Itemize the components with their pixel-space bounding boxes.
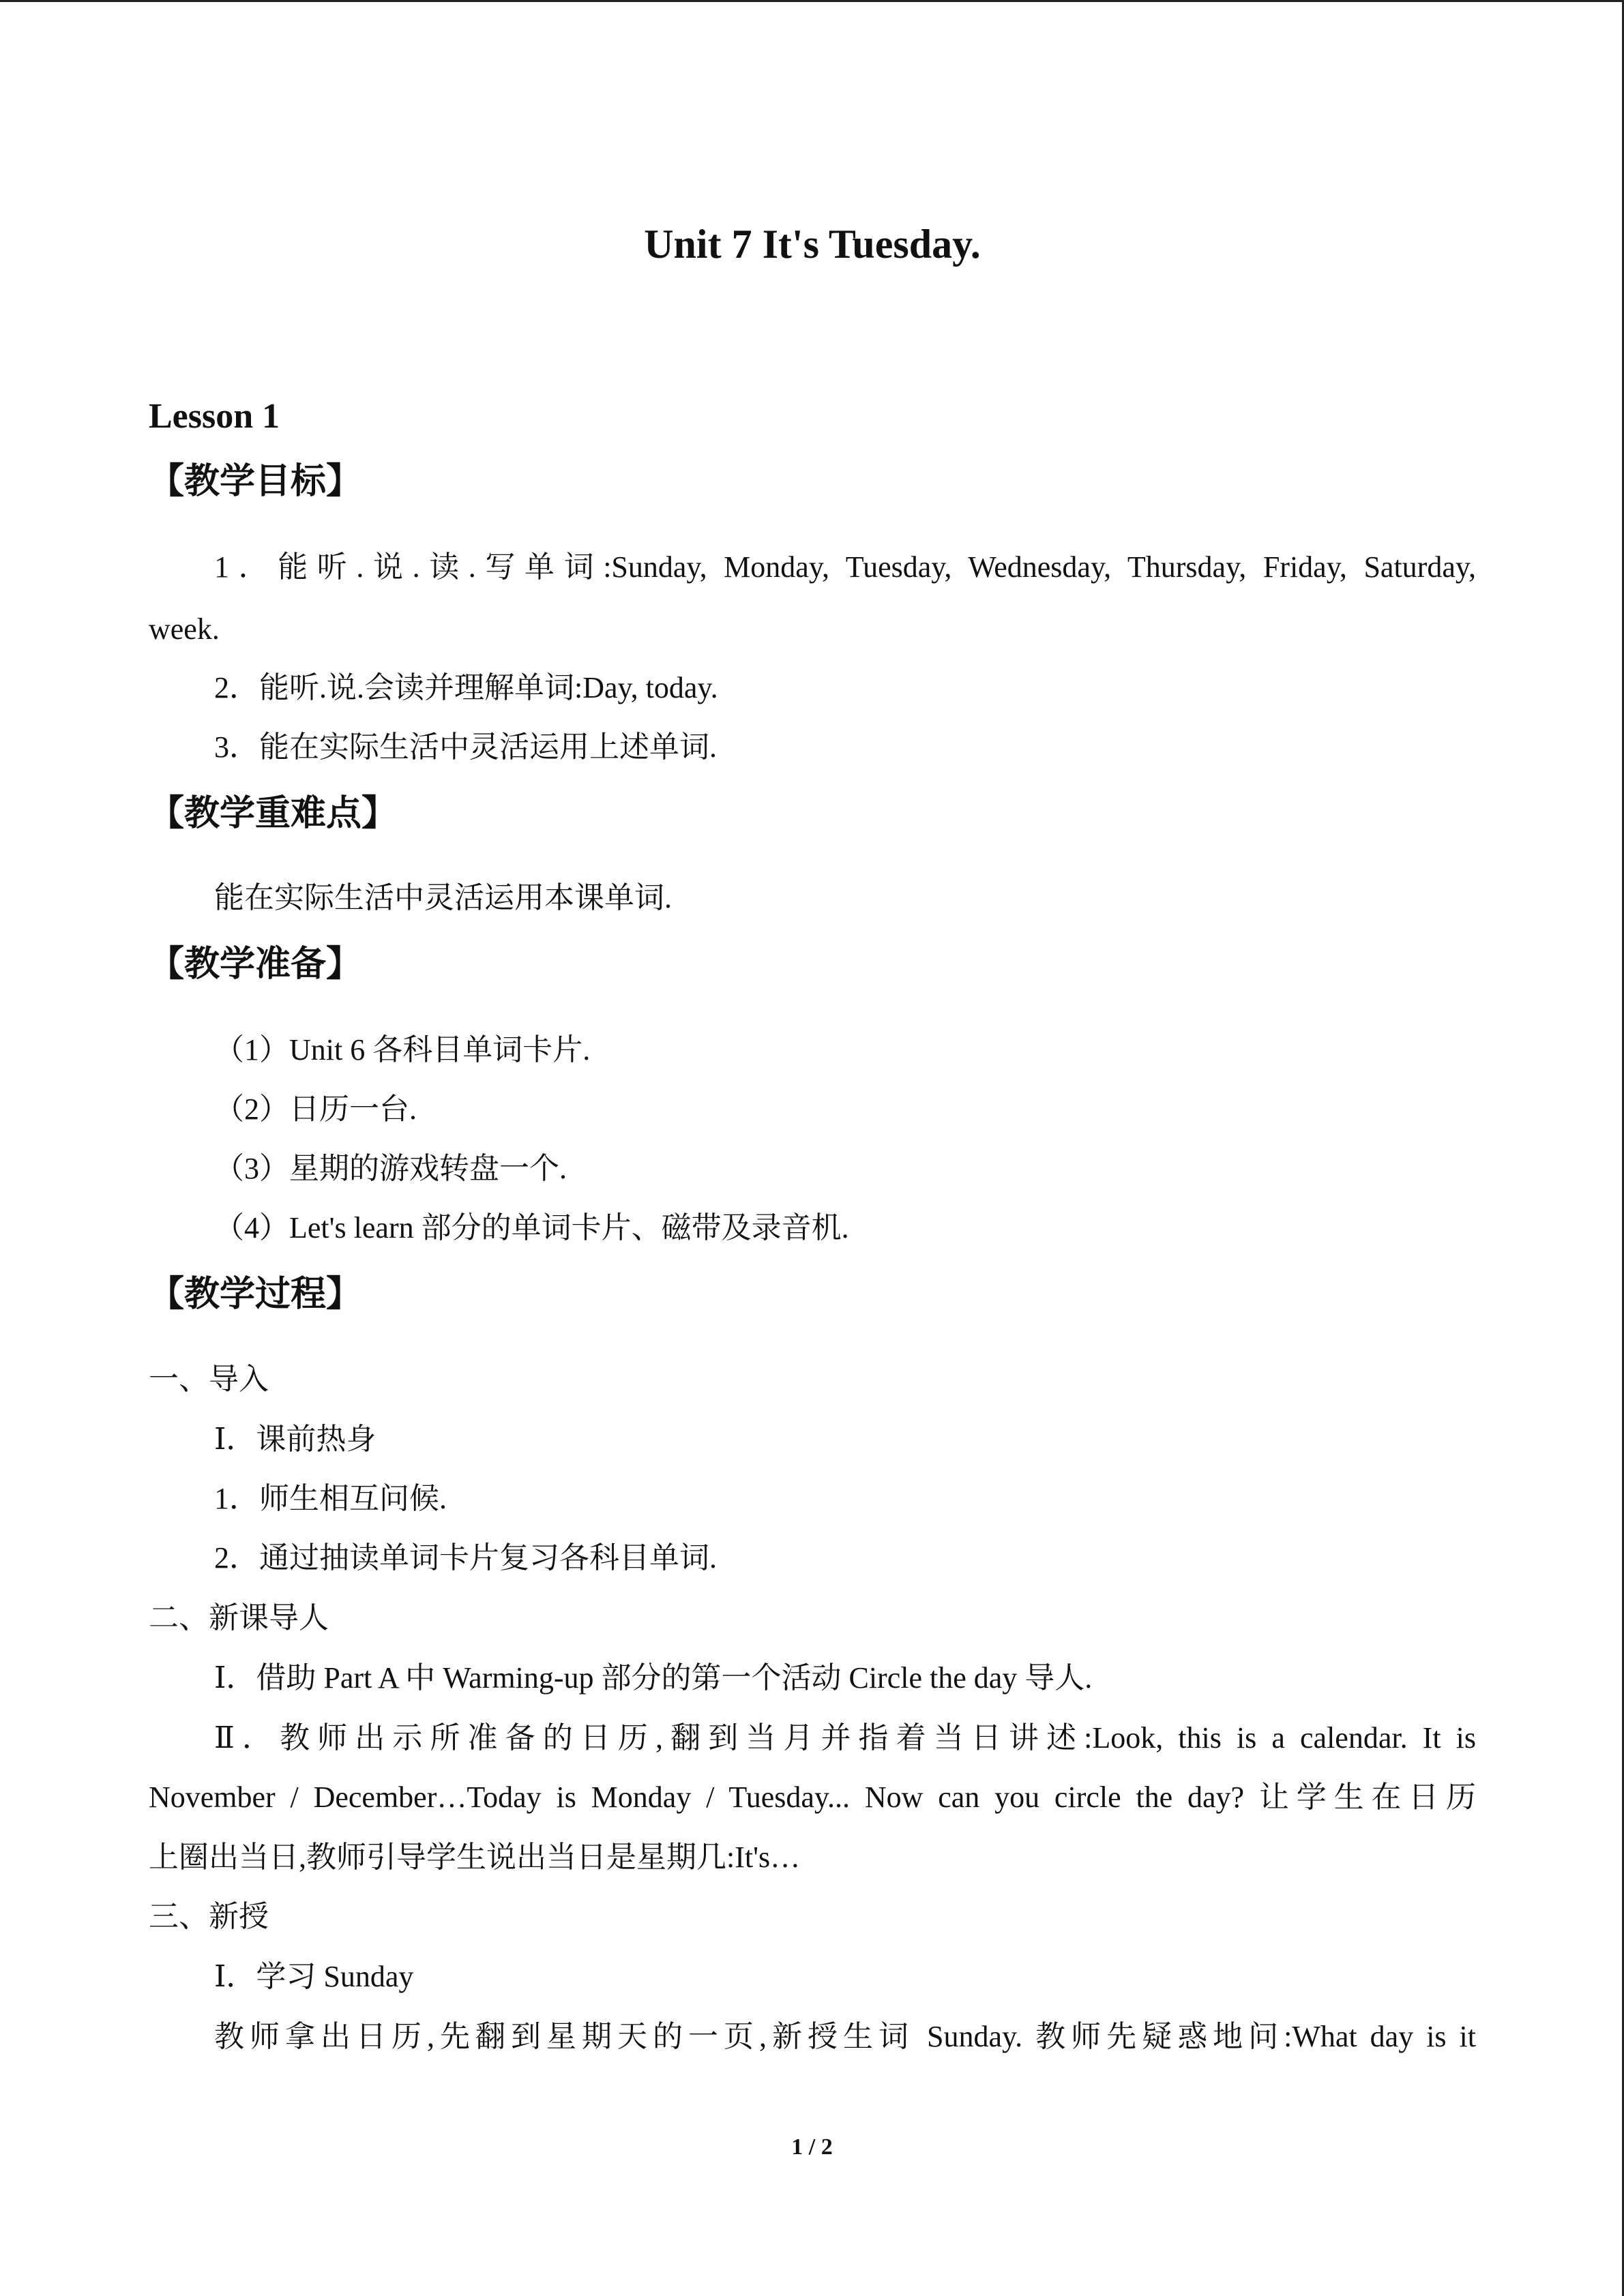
top-border [0, 0, 1624, 2]
keypoints-text: 能在实际生活中灵活运用本课单词. [214, 881, 672, 914]
page-title: Unit 7 It's Tuesday. [644, 222, 981, 267]
process-p2-ii-line1: Ⅱ．教师出示所准备的日历,翻到当月并指着当日讲述:Look, this is a calendar. It is [214, 1721, 1476, 1755]
objective-item-3: 3．能在实际生活中灵活运用上述单词. [214, 730, 717, 764]
prep-item-2: （2）日历一台. [214, 1092, 417, 1126]
process-part-2: 二、新课导人 [149, 1601, 329, 1635]
process-p1-i: Ⅰ．课前热身 [214, 1422, 377, 1456]
prep-item-1: （1）Unit 6 各科目单词卡片. [214, 1033, 591, 1067]
objective-item-1: 1．能听.说.读.写单词:Sunday, Monday, Tuesday, Wednesday, Thursday, Friday, Saturday, [214, 550, 1476, 584]
process-p2-i: Ⅰ．借助 Part A 中 Warming-up 部分的第一个活动 Circle the day 导人. [214, 1661, 1093, 1695]
section-heading-objectives: 【教学目标】 [149, 461, 362, 502]
process-part-3: 三、新授 [149, 1900, 269, 1933]
page-number: 1 / 2 [791, 2134, 833, 2160]
section-heading-keypoints: 【教学重难点】 [149, 793, 398, 834]
section-heading-process: 【教学过程】 [149, 1274, 362, 1315]
lesson-label: Lesson 1 [149, 397, 280, 436]
process-part-1: 一、导入 [149, 1362, 269, 1396]
section-heading-preparation: 【教学准备】 [149, 944, 362, 985]
prep-item-3: （3）星期的游戏转盘一个. [214, 1152, 567, 1185]
process-p3-text: 教师拿出日历,先翻到星期天的一页,新授生词 Sunday. 教师先疑惑地问:What day is it [214, 2020, 1476, 2053]
process-p2-ii-line3: 上圈出当日,教师引导学生说出当日是星期几:It's… [149, 1840, 801, 1874]
prep-item-4: （4）Let's learn 部分的单词卡片、磁带及录音机. [214, 1211, 849, 1244]
objective-item-2: 2．能听.说.会读并理解单词:Day, today. [214, 671, 718, 704]
process-p3-i: Ⅰ．学习 Sunday [214, 1960, 414, 1993]
process-p1-2: 2．通过抽读单词卡片复习各科目单词. [214, 1541, 717, 1575]
process-p2-ii-line2: November / December…Today is Monday / Tuesday... Now can you circle the day? 让学生在日历 [149, 1780, 1476, 1814]
process-p1-1: 1．师生相互问候. [214, 1482, 447, 1515]
objective-item-1-cont: week. [149, 612, 220, 646]
